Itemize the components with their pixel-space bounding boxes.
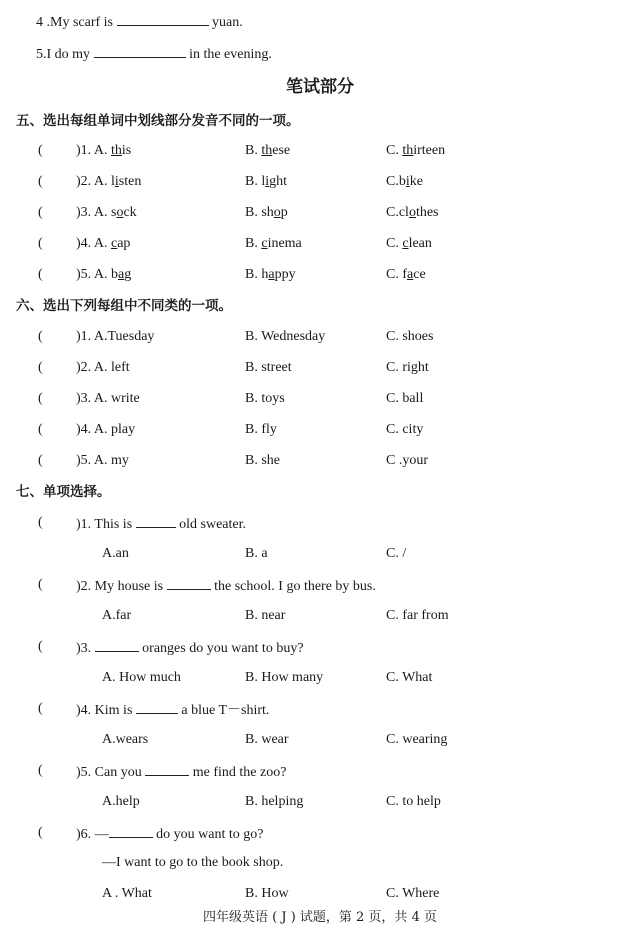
fill-item-text: 4 .My scarf is (36, 15, 117, 30)
answer-paren[interactable]: ( (38, 422, 64, 437)
underlined-part: th (261, 143, 273, 158)
option-b: B. wear (245, 732, 289, 747)
answer-paren[interactable]: ( (38, 236, 64, 251)
answer-blank[interactable] (117, 10, 209, 26)
underlined-part: th (402, 143, 414, 158)
option-b: B. these (245, 143, 291, 158)
question-text: )3. A. write (76, 391, 140, 406)
option-a: A.far (102, 608, 132, 623)
underlined-part: i (265, 174, 270, 189)
underlined-part: c (261, 236, 268, 251)
answer-blank[interactable] (145, 760, 189, 776)
question-text: )1. A.Tuesday (76, 329, 155, 344)
option-c: C. shoes (386, 329, 434, 344)
page-title: 笔试部分 (286, 77, 354, 97)
option-c: C. / (386, 546, 407, 561)
dialogue-reply: —I want to go to the book shop. (102, 855, 284, 870)
answer-blank[interactable] (136, 512, 176, 528)
section-5-heading: 五、选出每组单词中划线部分发音不同的一项。 (16, 113, 300, 129)
underlined-part: o (116, 205, 124, 220)
underlined-part: i (405, 174, 410, 189)
option-b: B. How (245, 886, 289, 901)
answer-paren[interactable]: ( (38, 329, 64, 344)
underlined-part: c (111, 236, 118, 251)
option-b: B. near (245, 608, 286, 623)
answer-paren[interactable]: ( (38, 639, 64, 654)
option-b: B. toys (245, 391, 285, 406)
option-a: A.an (102, 546, 129, 561)
underlined-part: a (407, 267, 414, 282)
option-c: C.clothes (386, 205, 439, 220)
option-c: C. What (386, 670, 433, 685)
option-c: C. clean (386, 236, 432, 251)
option-c: C. thirteen (386, 143, 446, 158)
answer-blank[interactable] (136, 698, 178, 714)
underlined-part: a (118, 267, 125, 282)
answer-paren[interactable]: ( (38, 577, 64, 592)
option-a: A . What (102, 886, 152, 901)
option-c: C. wearing (386, 732, 448, 747)
answer-paren[interactable]: ( (38, 453, 64, 468)
option-c: C. far from (386, 608, 449, 623)
option-a: A.help (102, 794, 140, 809)
answer-paren[interactable]: ( (38, 825, 64, 840)
option-b: B. Wednesday (245, 329, 326, 344)
answer-blank[interactable] (167, 574, 211, 590)
option-c: C .your (386, 453, 428, 468)
option-b: B. a (245, 546, 268, 561)
fill-item-text: in the evening. (185, 47, 272, 62)
answer-blank[interactable] (94, 42, 186, 58)
answer-paren[interactable]: ( (38, 515, 64, 530)
answer-paren[interactable]: ( (38, 205, 64, 220)
answer-paren[interactable]: ( (38, 360, 64, 375)
option-c: C. to help (386, 794, 441, 809)
option-c: C.bike (386, 174, 423, 189)
question-text: )2. A. left (76, 360, 130, 375)
answer-paren[interactable]: ( (38, 391, 64, 406)
option-c: C. right (386, 360, 429, 375)
option-a: A.wears (102, 732, 149, 747)
underlined-part: o (408, 205, 416, 220)
option-c: C. face (386, 267, 426, 282)
option-b: B. she (245, 453, 280, 468)
option-b: B. fly (245, 422, 277, 437)
option-b: B. happy (245, 267, 296, 282)
page-footer: 四年级英语 ( J ) 试题，第 2 页，共 4 页 (203, 910, 437, 925)
option-c: C. city (386, 422, 424, 437)
section-6-heading: 六、选出下列每组中不同类的一项。 (16, 298, 232, 314)
answer-paren[interactable]: ( (38, 267, 64, 282)
option-c: C. ball (386, 391, 424, 406)
option-b: B. cinema (245, 236, 302, 251)
answer-blank[interactable] (95, 636, 139, 652)
fill-item-text: 5.I do my (36, 47, 94, 62)
option-b: B. shop (245, 205, 288, 220)
underlined-part: c (402, 236, 409, 251)
answer-paren[interactable]: ( (38, 174, 64, 189)
option-a: A. How much (102, 670, 181, 685)
question-text: )5. A. my (76, 453, 129, 468)
option-c: C. Where (386, 886, 440, 901)
option-b: B. street (245, 360, 292, 375)
question-text: )4. A. play (76, 422, 136, 437)
section-7-heading: 七、单项选择。 (16, 484, 111, 500)
answer-paren[interactable]: ( (38, 763, 64, 778)
answer-paren[interactable]: ( (38, 701, 64, 716)
underlined-part: th (111, 143, 122, 158)
option-b: B. light (245, 174, 288, 189)
underlined-part: i (114, 174, 119, 189)
fill-item-text: yuan. (208, 15, 243, 30)
underlined-part: o (273, 205, 281, 220)
answer-blank[interactable] (109, 822, 153, 838)
option-b: B. How many (245, 670, 324, 685)
option-b: B. helping (245, 794, 304, 809)
underlined-part: a (268, 267, 275, 282)
answer-paren[interactable]: ( (38, 143, 64, 158)
